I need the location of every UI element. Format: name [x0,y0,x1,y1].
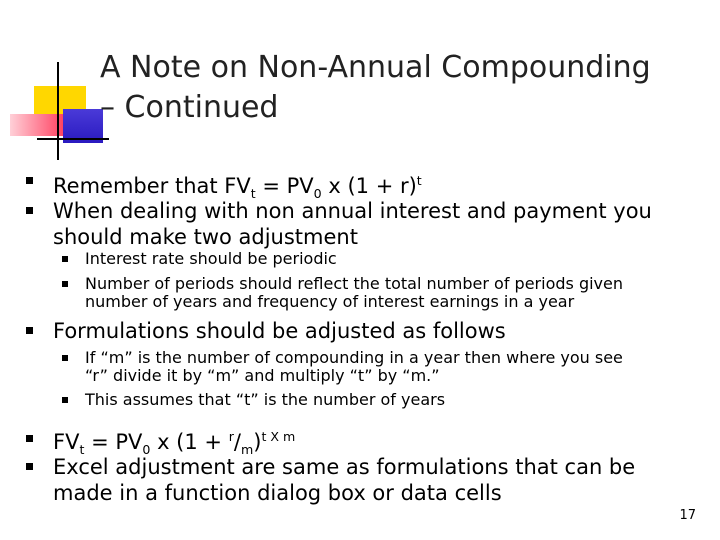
title-line-1: A Note on Non-Annual Compounding [100,50,651,85]
sub-bullet-compounding-m: If “m” is the number of compounding in a year then where you see “r” divide it by “m” and multiply “t” by “m.” [85,348,623,385]
sub-bullet-marker [62,397,68,403]
bullet-fv-formula: Remember that $FV_t = PV_0$ x $(1 + r)^t$ [53,173,422,202]
bullet-marker [26,207,33,214]
bullet-marker [26,435,33,442]
bullet-non-annual: When dealing with non annual interest and payment you should make two adjustment [53,199,652,249]
bullet-formulations: Formulations should be adjusted as follows [53,319,506,343]
sub-bullet-periodic-rate: Interest rate should be periodic [85,249,337,268]
bullet-marker [26,327,33,334]
bullet-marker [26,463,33,470]
bullet-excel-adjustment: Excel adjustment are same as formulations that can be made in a function dialog box or data cells [53,455,636,505]
sub-bullet-marker [62,256,68,262]
title-line-2: – Continued [100,90,279,125]
sub-bullet-number-of-periods: Number of periods should reflect the total number of periods given number of years and frequency of interest earnings in a year [85,274,623,311]
sub-bullet-marker [62,355,68,361]
decor-horizontal-line [37,138,109,140]
slide-title [100,48,700,128]
page-number: 17 [679,508,696,523]
decor-vertical-line [57,62,59,160]
bullet-marker [26,177,33,184]
sub-bullet-marker [62,281,68,287]
sub-bullet-t-years: This assumes that “t” is the number of years [85,390,446,409]
bullet-adjusted-formula: $FV_t = PV_0$ x $(1 + ^r/_m)^{t X m}$ [53,429,296,458]
